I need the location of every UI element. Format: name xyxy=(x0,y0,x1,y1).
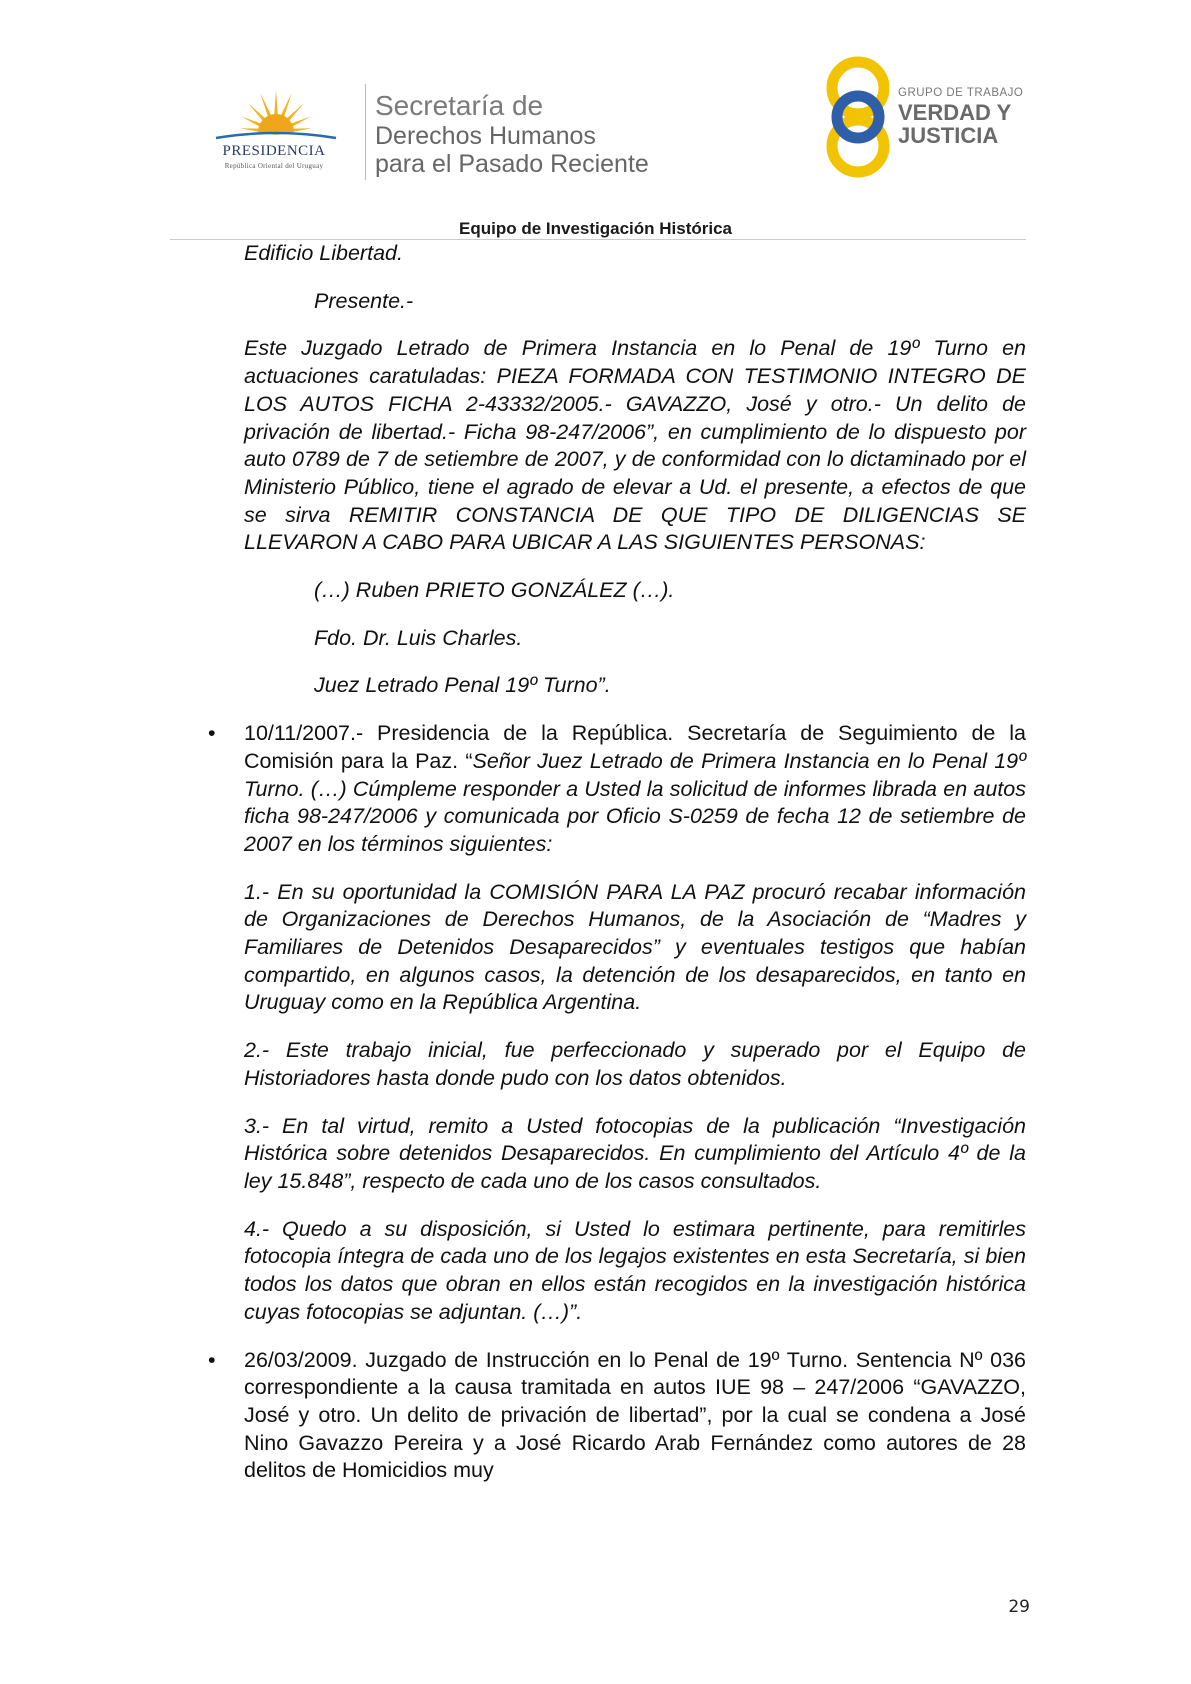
presidencia-subtitle: República Oriental del Uruguay xyxy=(224,162,324,170)
secretaria-line-3: para el Pasado Reciente xyxy=(375,150,649,178)
grupo-line-3: JUSTICIA xyxy=(898,123,999,149)
paragraph-firma: Fdo. Dr. Luis Charles. xyxy=(314,625,523,650)
team-heading: Equipo de Investigación Histórica xyxy=(459,219,732,238)
secretaria-line-1: Secretaría de xyxy=(375,90,544,121)
secretaria-line-2: Derechos Humanos xyxy=(375,122,596,150)
grupo-trabajo-text xyxy=(898,87,1023,147)
document-body xyxy=(244,240,1026,1485)
bullet-2007 xyxy=(244,720,1026,859)
page-header xyxy=(0,0,1191,240)
secretaria-title xyxy=(375,92,649,177)
bullet-2007-plain: 10/11/2007.- Presidencia de la República. Secretaría de Seguimiento de la Comisión para la Paz. “ xyxy=(244,721,1026,773)
paragraph-persona: (…) Ruben PRIETO GONZÁLEZ (…). xyxy=(314,578,675,603)
paragraph-juez: Juez Letrado Penal 19º Turno”. xyxy=(314,673,611,698)
page-number: 29 xyxy=(1008,1597,1030,1617)
verdad-justicia-rings-logo xyxy=(820,56,896,178)
bullet-2009: • 26/03/2009. Juzgado de Instrucción en lo Penal de 19º Turno. Sentencia Nº 036 correspondiente a la causa tramitada en autos IUE 98 – 247/2006 “GAVAZZO, José y otro. Un delito de privación de libertad”, por la cual se condena a José Nino Gavazzo Pereira y a José Ricardo Arab Fernández como autores de 28 delitos de Homicidios muy xyxy=(244,1347,1026,1486)
grupo-line-2: VERDAD Y xyxy=(898,100,1012,125)
bullet-2007-italic: Señor Juez Letrado de Primera Instancia en lo Penal 19º Turno. (…) Cúmpleme responder a Usted la solicitud de informes librada en autos ficha 98-247/2006 y comunicada por Oficio S-0259 de fecha 12 de setiembre de 2007 en los términos siguientes: xyxy=(244,748,1026,856)
presidencia-label: PRESIDENCIA xyxy=(222,143,326,159)
list-item-3: 3.- En tal virtud, remito a Usted fotocopias de la publicación “Investigación Histórica sobre detenidos Desaparecidos. En cumplimiento del Artículo 4º de la ley 15.848”, respecto de cada uno de los casos consultados. xyxy=(244,1113,1026,1193)
paragraph-presente: Presente.- xyxy=(314,288,414,313)
list-item-4: 4.- Quedo a su disposición, si Usted lo estimara pertinente, para remitirles fotocopia íntegra de cada uno de los legajos existentes en esta Secretaría, si bien todos los datos que obran en ellos están recogidos en la investigación histórica cuyas fotocopias se adjuntan. (…)”. xyxy=(244,1216,1026,1324)
grupo-line-1: GRUPO DE TRABAJO xyxy=(898,87,1024,99)
list-item-2: 2.- Este trabajo inicial, fue perfeccionado y superado por el Equipo de Historiadores hasta donde pudo con los datos obtenidos. xyxy=(244,1038,1026,1090)
paragraph-juzgado: Este Juzgado Letrado de Primera Instancia en lo Penal de 19º Turno en actuaciones caratuladas: PIEZA FORMADA CON TESTIMONIO INTEGRO DE LOS AUTOS FICHA 2-43332/2005.- GAVAZZO, José y otro.- Un delito de privación de libertad.- Ficha 98-247/2006”, en cumplimiento de lo dispuesto por auto 0789 de 7 de setiembre de 2007, y de conformidad con lo dictaminado por el Ministerio Público, tiene el agrado de elevar a Ud. el presente, a efectos de que se sirva REMITIR CONSTANCIA DE QUE TIPO DE DILIGENCIAS SE LLEVARON A CABO PARA UBICAR A LAS SIGUIENTES PERSONAS: xyxy=(244,336,1026,555)
header-divider xyxy=(365,84,366,180)
paragraph-edificio: Edificio Libertad. xyxy=(244,241,403,265)
list-item-1: 1.- En su oportunidad la COMISIÓN PARA LA PAZ procuró recabar información de Organizaciones de Derechos Humanos, de la Asociación de “Madres y Familiares de Detenidos Desaparecidos” y eventuales testigos que habían compartido, en algunos casos, la detención de los desaparecidos, en tanto en Uruguay como en la República Argentina. xyxy=(244,879,1026,1015)
